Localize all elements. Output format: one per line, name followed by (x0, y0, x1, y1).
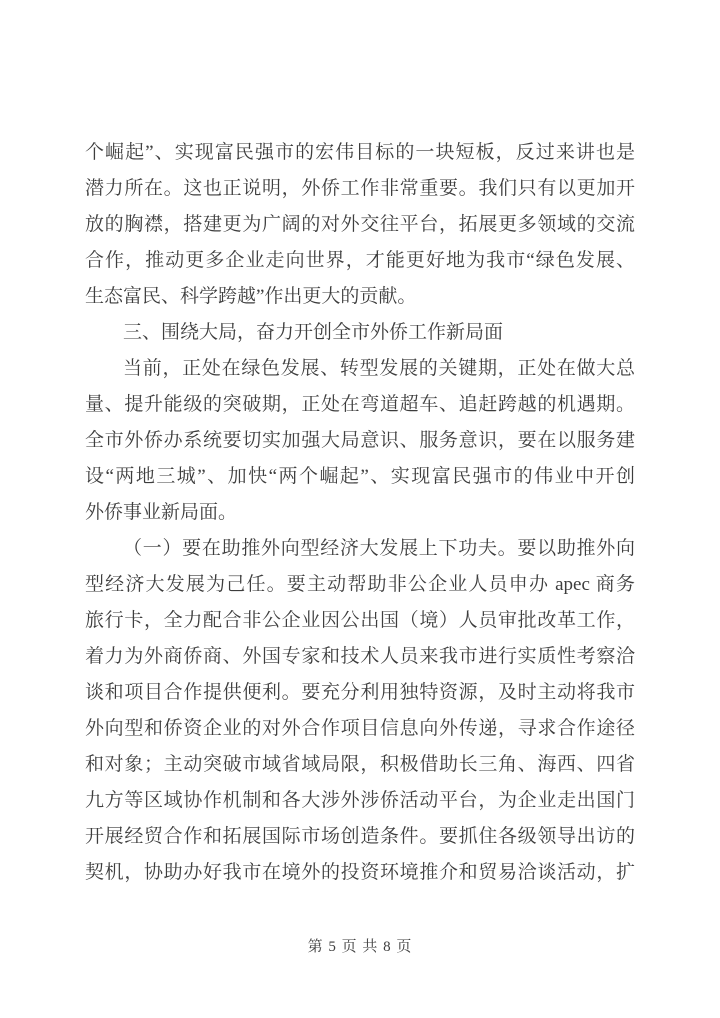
body-line-9: 全市外侨办系统要切实加强大局意识、服务意识，要在以服务建 (85, 430, 635, 451)
body-line-19: 九方等区域协作机制和各大涉外涉侨活动平台，为企业走出国门 (85, 790, 635, 811)
body-line-16: 谈和项目合作提供便利。要充分利用独特资源，及时主动将我市 (85, 682, 635, 703)
body-line-13: 型经济大发展为己任。要主动帮助非公企业人员申办 apec 商务 (85, 574, 635, 595)
body-line-10: 设“两地三城”、加快“两个崛起”、实现富民强市的伟业中开创 (85, 466, 635, 487)
document-body (85, 135, 635, 891)
body-line-3: 放的胸襟，搭建更为广阔的对外交往平台，拓展更多领域的交流 (85, 214, 635, 235)
page-footer: 第 5 页 共 8 页 (307, 939, 413, 955)
body-line-20: 开展经贸合作和拓展国际市场创造条件。要抓住各级领导出访的 (85, 826, 635, 847)
body-line-17: 外向型和侨资企业的对外合作项目信息向外传递，寻求合作途径 (85, 718, 635, 739)
section-heading: 三、围绕大局，奋力开创全市外侨工作新局面 (123, 322, 504, 343)
body-line-4: 合作，推动更多企业走向世界，才能更好地为我市“绿色发展、 (85, 250, 635, 271)
body-line-11: 外侨事业新局面。 (85, 502, 238, 523)
body-line-21: 契机，协助办好我市在境外的投资环境推介和贸易洽谈活动，扩 (85, 862, 635, 883)
body-line-5: 生态富民、科学跨越”作出更大的贡献。 (85, 286, 417, 307)
body-line-8: 量、提升能级的突破期，正处在弯道超车、追赶跨越的机遇期。 (85, 394, 635, 415)
body-line-14: 旅行卡，全力配合非公企业因公出国（境）人员审批改革工作， (85, 610, 635, 631)
body-line-2: 潜力所在。这也正说明，外侨工作非常重要。我们只有以更加开 (85, 178, 635, 199)
body-line-7: 当前，正处在绿色发展、转型发展的关键期，正处在做大总 (123, 358, 635, 379)
body-line-18: 和对象；主动突破市域省域局限，积极借助长三角、海西、四省 (85, 754, 635, 775)
body-line-12: （一）要在助推外向型经济大发展上下功夫。要以助推外向 (123, 538, 635, 559)
body-line-1: 个崛起”、实现富民强市的宏伟目标的一块短板，反过来讲也是 (85, 142, 635, 163)
body-line-15: 着力为外商侨商、外国专家和技术人员来我市进行实质性考察洽 (85, 646, 635, 667)
